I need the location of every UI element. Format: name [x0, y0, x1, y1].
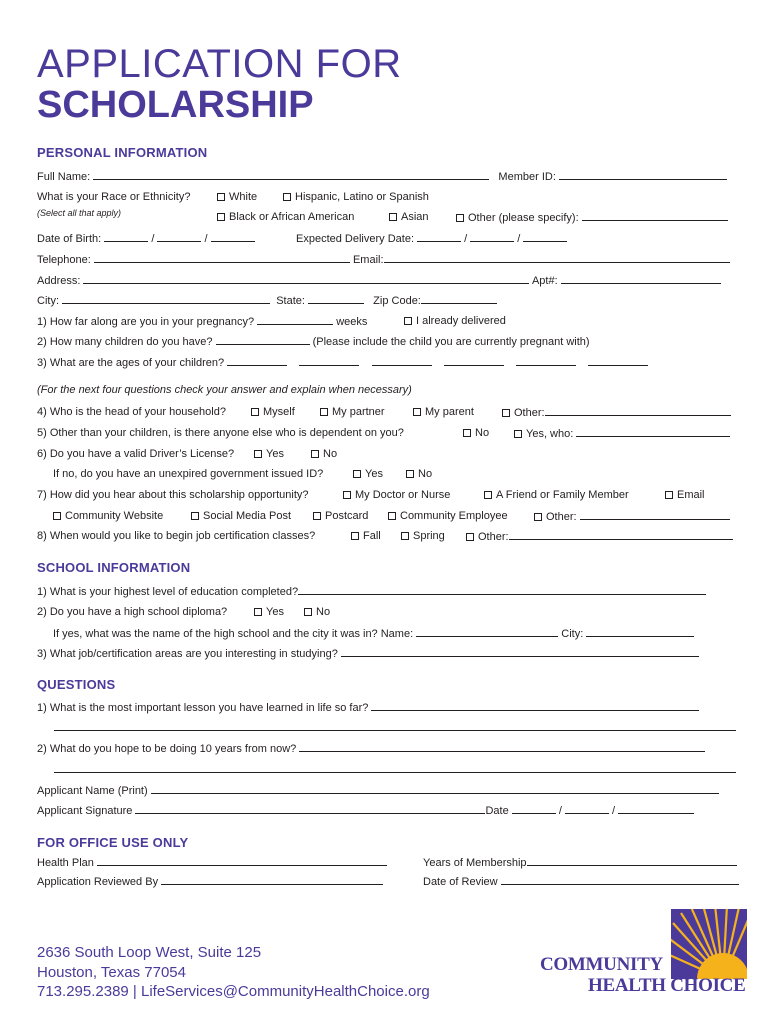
checkbox[interactable]	[388, 512, 396, 520]
id-no-option[interactable]	[406, 467, 432, 481]
checkbox[interactable]	[406, 470, 414, 478]
checkbox[interactable]	[514, 430, 522, 438]
address-row	[37, 273, 721, 288]
classes-other-field[interactable]	[509, 529, 733, 540]
years-field[interactable]	[527, 855, 737, 866]
footer-address-line2: Houston, Texas 77054	[37, 964, 186, 981]
city-row	[37, 293, 497, 308]
checkbox[interactable]	[283, 193, 291, 201]
footer-address-line1: 2636 South Loop West, Suite 125	[37, 944, 262, 961]
signature-label: Applicant Signature	[37, 805, 133, 817]
race-hispanic-label: Hispanic, Latino or Spanish	[295, 191, 429, 203]
parent-label: My parent	[425, 406, 474, 418]
checkbox[interactable]	[304, 608, 312, 616]
education-field[interactable]	[298, 584, 706, 595]
checkbox[interactable]	[251, 408, 259, 416]
checkbox[interactable]	[191, 512, 199, 520]
diploma-no-option[interactable]	[304, 605, 330, 619]
member-id-label: Member ID:	[498, 171, 556, 183]
name-print-label: Applicant Name (Print)	[37, 785, 148, 797]
checkbox[interactable]	[343, 491, 351, 499]
household-other-field[interactable]	[545, 405, 731, 416]
community-label: Community Website	[65, 510, 164, 522]
certification-question: 3) What job/certification areas are you interesting in studying?	[37, 648, 338, 660]
no-label: No	[418, 468, 433, 480]
checkbox[interactable]	[254, 450, 262, 458]
household-other-label: Other:	[514, 407, 545, 419]
state-field[interactable]	[308, 293, 364, 304]
certification-row	[37, 646, 699, 661]
dependent-yes-option[interactable]	[514, 426, 730, 441]
delivery-label: Expected Delivery Date:	[296, 233, 414, 245]
certification-field[interactable]	[341, 646, 699, 657]
reviewed-row	[37, 874, 383, 889]
checkbox[interactable]	[502, 409, 510, 417]
hear-other-label: Other:	[546, 511, 577, 523]
education-question: 1) What is your highest level of education completed?	[37, 586, 299, 598]
zip-label: Zip Code:	[373, 295, 421, 307]
fall-label: Fall	[363, 530, 381, 542]
apt-label: Apt#:	[531, 275, 558, 287]
license-no-option[interactable]	[311, 447, 337, 461]
sunburst-logo-icon	[671, 909, 747, 979]
sign-date-month-field[interactable]	[512, 803, 556, 814]
checkbox[interactable]	[313, 512, 321, 520]
checkbox[interactable]	[311, 450, 319, 458]
health-plan-row	[37, 855, 387, 870]
dob-year-field[interactable]	[211, 231, 255, 242]
diploma-yes-option[interactable]	[254, 605, 284, 619]
years-row	[423, 855, 737, 870]
age-field[interactable]	[588, 355, 648, 366]
highschool-question: If yes, what was the name of the high school and the city it was in? Name:	[53, 628, 414, 640]
dob-month-field[interactable]	[104, 231, 148, 242]
yes-label: Yes	[365, 468, 383, 480]
full-name-field[interactable]	[93, 169, 489, 180]
hear-other-option[interactable]	[534, 509, 730, 524]
spring-label: Spring	[413, 530, 445, 542]
delivery-year-field[interactable]	[523, 231, 567, 242]
footer-contact-line: 713.295.2389 | LifeServices@CommunityHealthChoice.org	[37, 983, 430, 1000]
review-date-label: Date of Review	[423, 876, 498, 888]
dependent-no-option[interactable]	[463, 426, 489, 440]
age-field[interactable]	[372, 355, 432, 366]
race-black-label: Black or African American	[229, 211, 355, 223]
logo-text-health-choice: HEALTH CHOICE	[588, 975, 746, 996]
school-heading: SCHOOL INFORMATION	[37, 560, 191, 575]
dob-label: Date of Birth:	[37, 233, 102, 245]
sign-date-year-field[interactable]	[618, 803, 694, 814]
classes-other-option[interactable]	[466, 529, 733, 544]
age-field[interactable]	[516, 355, 576, 366]
pregnancy-weeks-field[interactable]	[257, 314, 333, 325]
pregnancy-question: 1) How far along are you in your pregnancy?	[37, 316, 255, 328]
hear-social-option[interactable]	[191, 509, 291, 523]
email-label: Email:	[352, 254, 384, 266]
checkbox[interactable]	[53, 512, 61, 520]
checkbox[interactable]	[466, 533, 474, 541]
dependent-question: 5) Other than your children, is there anyone else who is dependent on you?	[37, 427, 404, 439]
household-question: 4) Who is the head of your household?	[37, 406, 226, 418]
address-label: Address:	[37, 275, 81, 287]
questions-heading: QUESTIONS	[37, 677, 116, 692]
doctor-label: My Doctor or Nurse	[355, 489, 451, 501]
full-name-label: Full Name:	[37, 171, 91, 183]
education-row	[37, 584, 706, 599]
hear-postcard-option[interactable]	[313, 509, 368, 523]
checkbox[interactable]	[353, 470, 361, 478]
personal-heading: PERSONAL INFORMATION	[37, 145, 208, 160]
checkbox[interactable]	[665, 491, 673, 499]
dob-day-field[interactable]	[157, 231, 201, 242]
race-hispanic-option[interactable]	[283, 190, 429, 204]
instructions-note: (For the next four questions check your answer and explain when necessary)	[37, 384, 412, 396]
signature-field[interactable]	[135, 803, 485, 814]
lesson-row	[37, 700, 699, 715]
future-row	[37, 741, 705, 756]
ages-question: 3) What are the ages of your children?	[37, 357, 225, 369]
health-plan-field[interactable]	[97, 855, 387, 866]
license-question: 6) Do you have a valid Driver’s License?	[37, 448, 235, 460]
household-partner-option[interactable]	[320, 405, 385, 419]
race-question: What is your Race or Ethnicity?	[37, 191, 191, 203]
no-label: No	[323, 448, 338, 460]
race-white-option[interactable]	[217, 190, 257, 204]
full-name-row	[37, 169, 727, 184]
checkbox[interactable]	[534, 513, 542, 521]
checkbox[interactable]	[401, 532, 409, 540]
telephone-label: Telephone:	[37, 254, 91, 266]
hear-other-field[interactable]	[580, 509, 730, 520]
delivery-month-field[interactable]	[417, 231, 461, 242]
delivery-row: Expected Delivery Date: / /	[296, 231, 567, 246]
name-print-field[interactable]	[151, 783, 719, 794]
city-field[interactable]	[62, 293, 270, 304]
age-field[interactable]	[299, 355, 359, 366]
postcard-label: Postcard	[325, 510, 369, 522]
children-row	[37, 334, 590, 349]
classes-question: 8) When would you like to begin job certification classes?	[37, 530, 316, 542]
checkbox[interactable]	[456, 214, 464, 222]
address-field[interactable]	[83, 273, 529, 284]
id-yes-option[interactable]	[353, 467, 383, 481]
employee-label: Community Employee	[400, 510, 508, 522]
race-other-field[interactable]	[582, 210, 728, 221]
email-field[interactable]	[384, 252, 730, 263]
state-label: State:	[276, 295, 305, 307]
email-option-label: Email	[677, 489, 705, 501]
diploma-question: 2) Do you have a high school diploma?	[37, 606, 228, 618]
telephone-field[interactable]	[94, 252, 350, 263]
checkbox[interactable]	[217, 213, 225, 221]
children-note: (Please include the child you are currently pregnant with)	[312, 336, 590, 348]
checkbox[interactable]	[404, 317, 412, 325]
dependent-no-label: No	[475, 427, 490, 439]
checkbox[interactable]	[413, 408, 421, 416]
social-label: Social Media Post	[203, 510, 292, 522]
hear-friend-option[interactable]	[484, 488, 629, 502]
city-label: City:	[37, 295, 59, 307]
hear-question: 7) How did you hear about this scholarship opportunity?	[37, 489, 309, 501]
pregnancy-row	[37, 314, 367, 329]
logo-text-community: COMMUNITY	[540, 954, 663, 975]
household-myself-option[interactable]	[251, 405, 295, 419]
classes-spring-option[interactable]	[401, 529, 445, 543]
dependent-who-field[interactable]	[576, 426, 730, 437]
checkbox[interactable]	[389, 213, 397, 221]
telephone-row	[37, 252, 730, 267]
lesson-field[interactable]	[371, 700, 699, 711]
dob-row: Date of Birth: / /	[37, 231, 255, 246]
future-question: 2) What do you hope to be doing 10 years from now?	[37, 743, 297, 755]
checkbox[interactable]	[217, 193, 225, 201]
checkbox[interactable]	[320, 408, 328, 416]
reviewed-field[interactable]	[161, 874, 383, 885]
no-label: No	[316, 606, 331, 618]
sign-date-day-field[interactable]	[565, 803, 609, 814]
id-question: If no, do you have an unexpired government issued ID?	[53, 468, 324, 480]
race-note: (Select all that apply)	[37, 208, 122, 218]
office-heading: FOR OFFICE USE ONLY	[37, 835, 189, 850]
dependent-yes-label: Yes, who:	[526, 428, 574, 440]
race-other-label: Other (please specify):	[468, 212, 579, 224]
page-title-line2: SCHOLARSHIP	[37, 84, 314, 126]
race-asian-label: Asian	[401, 211, 429, 223]
hear-community-option[interactable]	[53, 509, 163, 523]
highschool-row	[53, 626, 694, 641]
checkbox[interactable]	[463, 429, 471, 437]
reviewed-label: Application Reviewed By	[37, 876, 159, 888]
friend-label: A Friend or Family Member	[496, 489, 629, 501]
lesson-question: 1) What is the most important lesson you have learned in life so far?	[37, 702, 369, 714]
review-date-row	[423, 874, 739, 889]
household-parent-option[interactable]	[413, 405, 474, 419]
zip-field[interactable]	[421, 293, 497, 304]
license-yes-option[interactable]	[254, 447, 284, 461]
checkbox[interactable]	[351, 532, 359, 540]
future-field[interactable]	[299, 741, 705, 752]
age-field[interactable]	[227, 355, 287, 366]
hear-employee-option[interactable]	[388, 509, 508, 523]
classes-other-label: Other:	[478, 531, 509, 543]
household-other-option[interactable]	[502, 405, 731, 420]
race-other-option[interactable]	[456, 210, 728, 225]
highschool-name-field[interactable]	[416, 626, 558, 637]
hear-email-option[interactable]	[665, 488, 705, 502]
signature-date-label: Date	[485, 805, 509, 817]
delivered-label: I already delivered	[416, 315, 506, 327]
lesson-field-line2[interactable]	[54, 730, 736, 731]
highschool-city-field[interactable]	[586, 626, 694, 637]
name-print-row	[37, 783, 719, 798]
health-plan-label: Health Plan	[37, 857, 94, 869]
review-date-field[interactable]	[501, 874, 739, 885]
weeks-label: weeks	[336, 316, 368, 328]
member-id-field[interactable]	[559, 169, 727, 180]
age-field[interactable]	[444, 355, 504, 366]
partner-label: My partner	[332, 406, 385, 418]
race-asian-option[interactable]	[389, 210, 429, 224]
children-count-field[interactable]	[216, 334, 310, 345]
apt-field[interactable]	[561, 273, 721, 284]
delivered-option[interactable]	[404, 314, 506, 328]
yes-label: Yes	[266, 448, 284, 460]
race-black-option[interactable]	[217, 210, 354, 224]
children-question: 2) How many children do you have?	[37, 336, 213, 348]
page-title-line1: APPLICATION FOR	[37, 42, 402, 86]
future-field-line2[interactable]	[54, 772, 736, 773]
hear-doctor-option[interactable]	[343, 488, 450, 502]
delivery-day-field[interactable]	[470, 231, 514, 242]
classes-fall-option[interactable]	[351, 529, 381, 543]
myself-label: Myself	[263, 406, 295, 418]
race-white-label: White	[229, 191, 258, 203]
ages-row	[37, 355, 648, 370]
checkbox[interactable]	[254, 608, 262, 616]
signature-row: Applicant Signature Date / /	[37, 803, 694, 818]
checkbox[interactable]	[484, 491, 492, 499]
yes-label: Yes	[266, 606, 284, 618]
highschool-city-label: City:	[561, 628, 584, 640]
years-label: Years of Membership	[423, 857, 527, 869]
